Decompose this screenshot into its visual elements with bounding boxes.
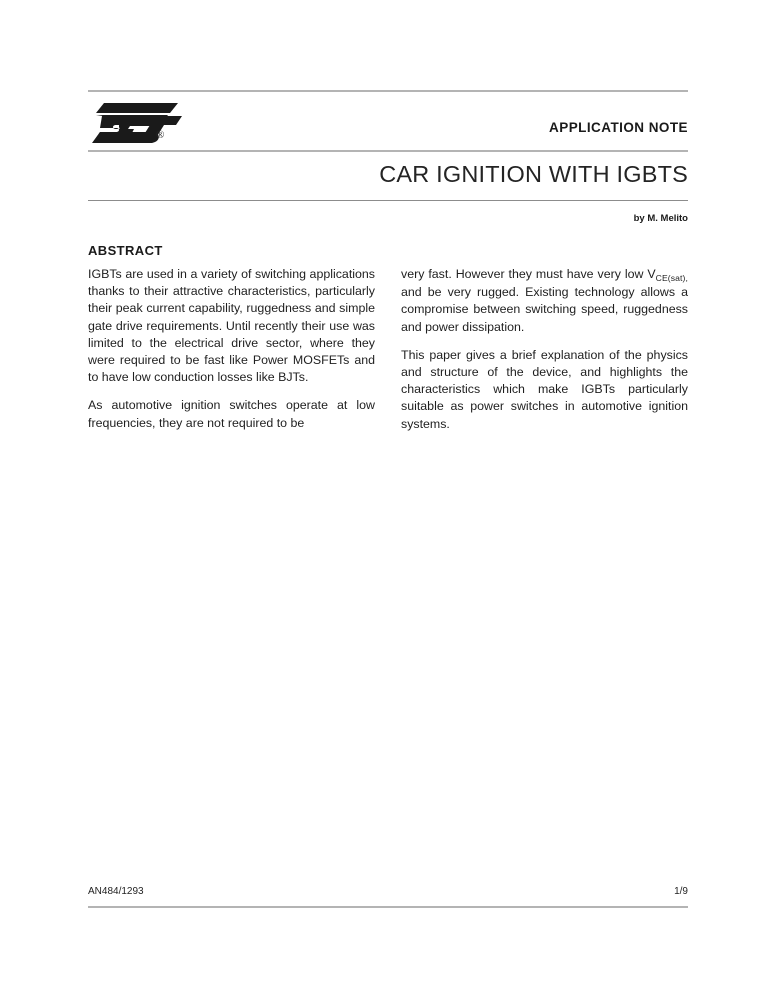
application-note-label: APPLICATION NOTE [549,120,688,135]
abstract-paragraph: As automotive ignition switches operate at low frequencies, they are not required to be [88,398,375,430]
abstract-right-column [401,266,688,433]
header-middle-rule [88,150,688,152]
footer-page-number: 1/9 [674,886,688,897]
page-content-area [88,0,688,994]
footer-document-code: AN484/1293 [88,886,144,897]
abstract-paragraph: This paper gives a brief explanation of the physics and structure of the device, and highlights the characteristics which make IGBTs particularly suitable as power switches in automotive ignition systems. [401,347,688,431]
abstract-heading: ABSTRACT [88,243,163,258]
abstract-left-column [88,266,375,433]
vce-sat-subscript: CE(sat), [655,273,688,283]
paragraph-text-before-subscript: very fast. However they must have very low V [401,267,656,281]
author-byline: by M. Melito [633,213,688,224]
registered-trademark-icon: ® [156,129,165,141]
paragraph-text-after-subscript: and be very rugged. Existing technology allows a compromise between switching speed, ruggedness and power dissipation. [401,285,688,334]
st-logo [90,101,205,148]
title-underline-rule [88,200,688,201]
footer-rule [88,906,688,908]
abstract-columns [88,266,688,433]
header-top-rule [88,90,688,92]
abstract-paragraph [401,266,688,336]
abstract-paragraph: IGBTs are used in a variety of switching applications thanks to their attractive characteristics, particularly their peak current capability, ruggedness and simple gate drive requirements. Until recently their use was limited to the electrical drive sector, where they were required to be fast like Power MOSFETs and to have low conduction losses like BJTs. [88,267,375,385]
page-title: CAR IGNITION WITH IGBTS [379,161,688,187]
